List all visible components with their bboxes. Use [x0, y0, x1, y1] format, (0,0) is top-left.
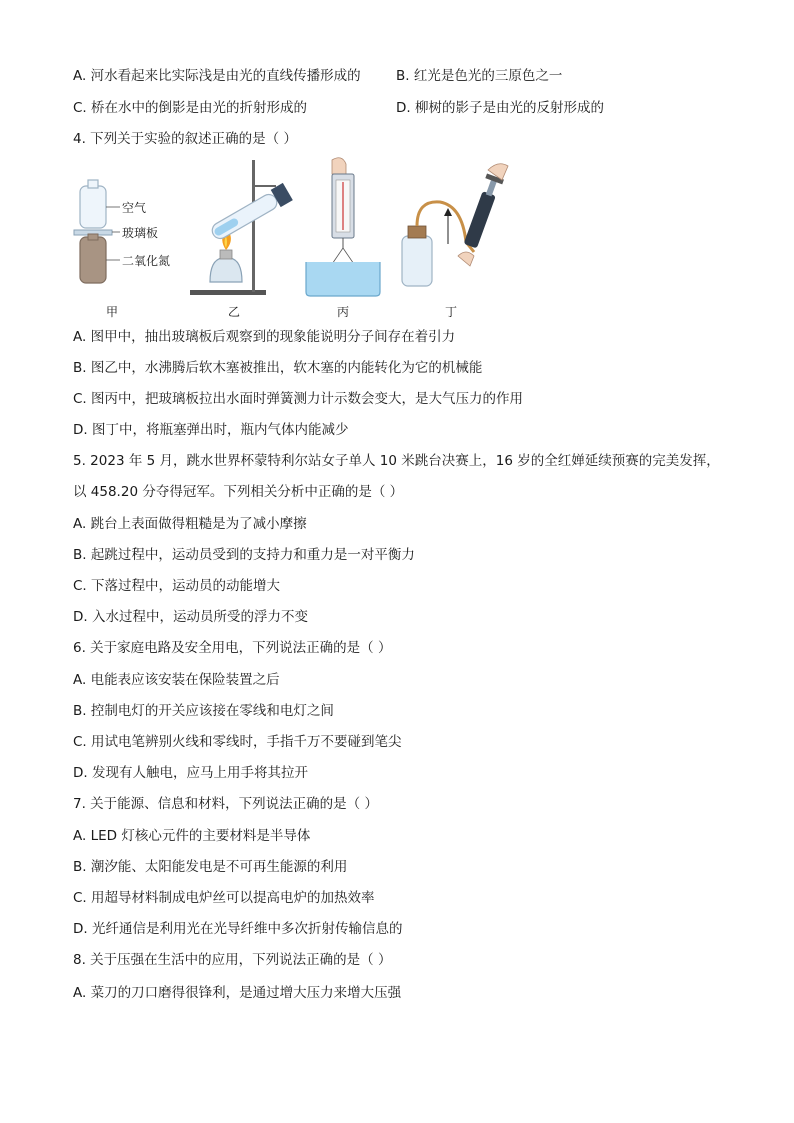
q8-option-a: A. 菜刀的刀口磨得很锋利，是通过增大压力来增大压强: [73, 985, 402, 1001]
label-glass-plate: 玻璃板: [122, 226, 159, 240]
q7-option-a: A. LED 灯核心元件的主要材料是半导体: [73, 828, 311, 844]
q4-option-d: D. 图丁中，将瓶塞弹出时，瓶内气体内能减少: [73, 422, 349, 438]
q3-options-row-1: [73, 67, 713, 85]
q6-option-c: C. 用试电笔辨别火线和零线时，手指千万不要碰到笔尖: [73, 734, 402, 750]
q7-option-b: B. 潮汐能、太阳能发电是不可再生能源的利用: [73, 859, 348, 875]
q4-stem: 4. 下列关于实验的叙述正确的是（ ）: [73, 131, 297, 147]
q5-stem-line-1: 5. 2023 年 5 月，跳水世界杯蒙特利尔站女子单人 10 米跳台决赛上，16 岁的全红婵延续预赛的完美发挥，: [73, 453, 720, 469]
q5-option-b: B. 起跳过程中，运动员受到的支持力和重力是一对平衡力: [73, 547, 415, 563]
q3-option-b: B. 红光是色光的三原色之一: [396, 68, 563, 84]
label-no2: 二氧化氮: [122, 254, 171, 268]
q6-option-a: A. 电能表应该安装在保险装置之后: [73, 672, 280, 688]
label-air: 空气: [122, 201, 147, 215]
q5-stem-line-2: 以 458.20 分夺得冠军。下列相关分析中正确的是（ ）: [73, 484, 404, 500]
caption-bing: 丙: [337, 305, 350, 319]
q5-option-d: D. 入水过程中，运动员所受的浮力不变: [73, 609, 308, 625]
q3-options-row-2: [73, 99, 713, 117]
q3-option-c: C. 桥在水中的倒影是由光的折射形成的: [73, 100, 308, 116]
q4-option-c: C. 图丙中，把玻璃板拉出水面时弹簧测力计示数会变大，是大气压力的作用: [73, 391, 524, 407]
q4-option-b: B. 图乙中，水沸腾后软木塞被推出，软木塞的内能转化为它的机械能: [73, 360, 483, 376]
caption-jia: 甲: [106, 305, 119, 319]
q7-option-d: D. 光纤通信是利用光在光导纤维中多次折射传输信息的: [73, 921, 403, 937]
caption-ding: 丁: [445, 305, 458, 319]
figure-ding-bottle-pump: [402, 164, 508, 286]
q4-option-a: A. 图甲中，抽出玻璃板后观察到的现象能说明分子间存在着引力: [73, 329, 456, 345]
figure-yi-boiling-tube: [190, 160, 293, 295]
q3-option-d: D. 柳树的影子是由光的反射形成的: [396, 100, 604, 116]
q7-stem: 7. 关于能源、信息和材料，下列说法正确的是（ ）: [73, 796, 378, 812]
q7-option-c: C. 用超导材料制成电炉丝可以提高电炉的加热效率: [73, 890, 375, 906]
q8-stem: 8. 关于压强在生活中的应用，下列说法正确的是（ ）: [73, 952, 392, 968]
q5-option-a: A. 跳台上表面做得粗糙是为了减小摩擦: [73, 516, 307, 532]
q6-stem: 6. 关于家庭电路及安全用电，下列说法正确的是（ ）: [73, 640, 392, 656]
q6-option-b: B. 控制电灯的开关应该接在零线和电灯之间: [73, 703, 334, 719]
figure-jia-gas-jars: [74, 180, 120, 283]
q6-option-d: D. 发现有人触电，应马上用手将其拉开: [73, 765, 308, 781]
q5-option-c: C. 下落过程中，运动员的动能增大: [73, 578, 281, 594]
q3-option-a: A. 河水看起来比实际浅是由光的直线传播形成的: [73, 68, 361, 84]
figure-bing-spring-scale: [306, 158, 380, 296]
caption-yi: 乙: [228, 305, 241, 319]
